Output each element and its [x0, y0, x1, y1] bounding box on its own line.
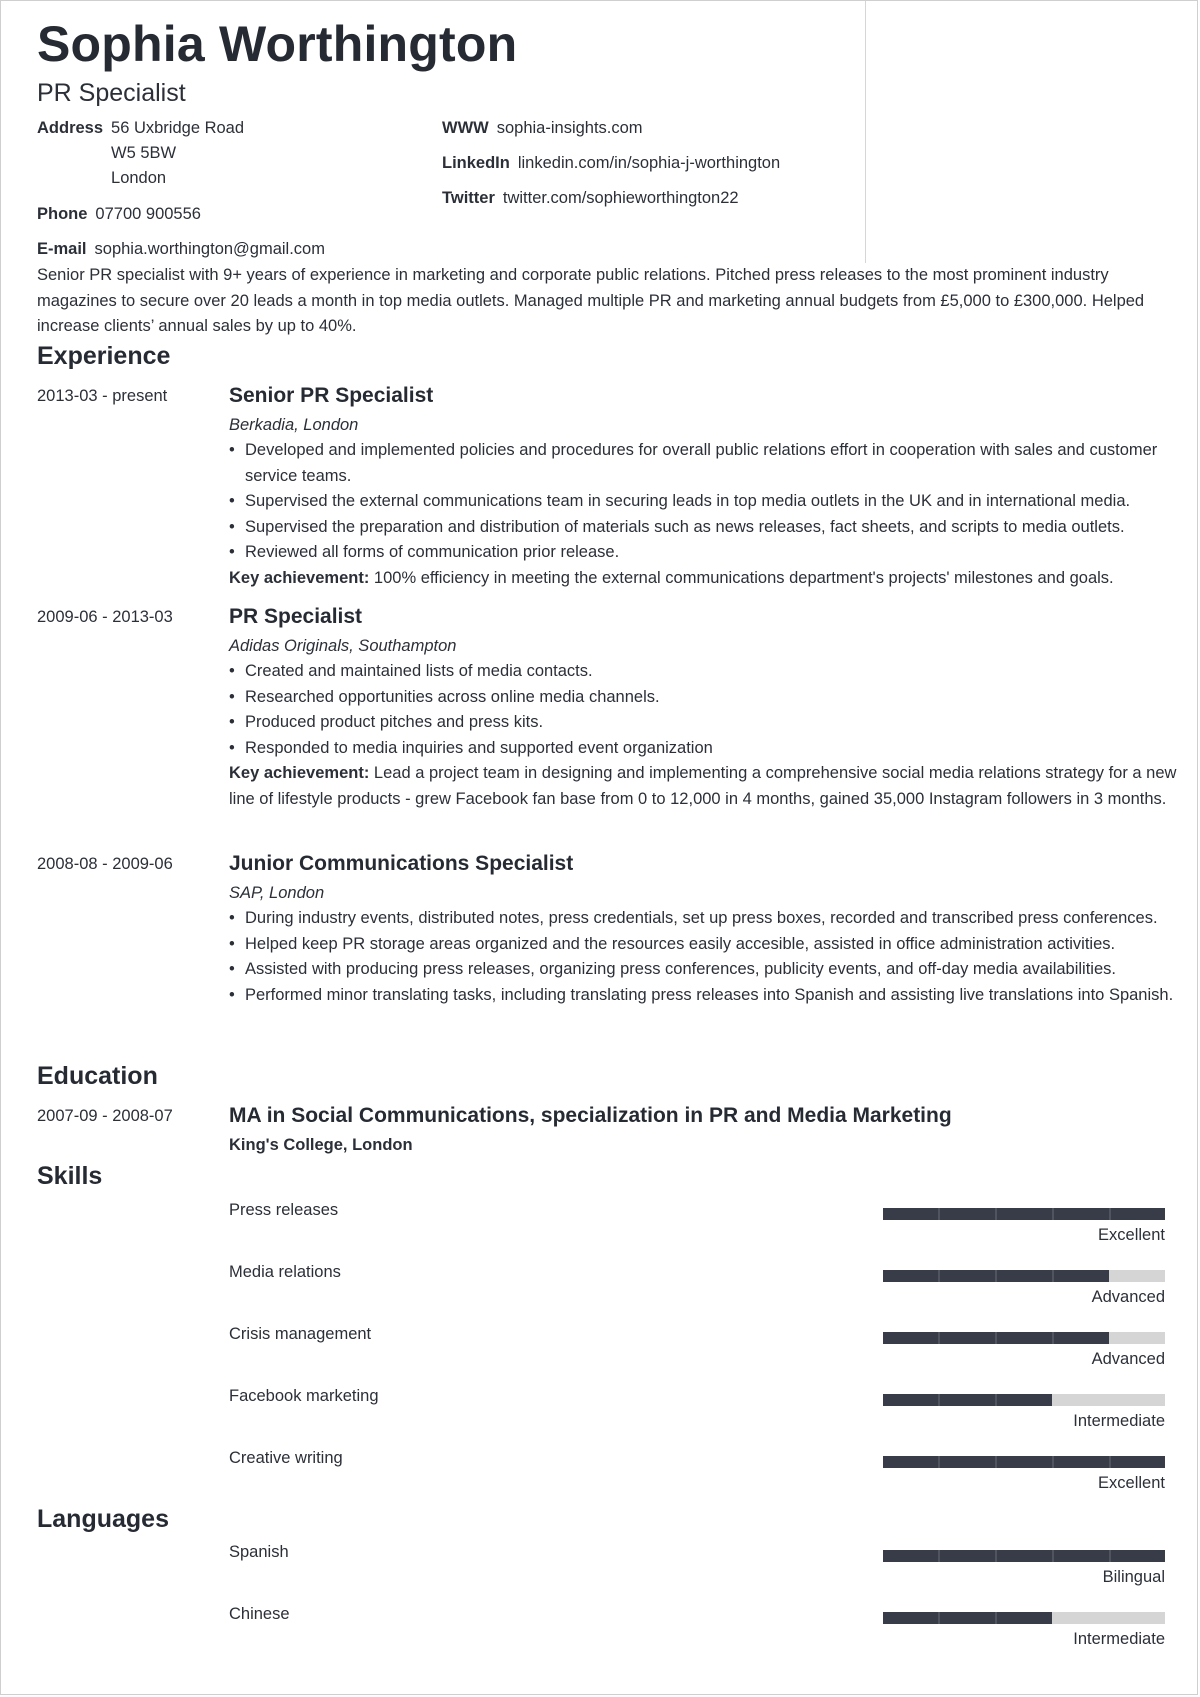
entry-school: King's College, London: [229, 1136, 413, 1154]
skill-bar: [883, 1394, 1165, 1406]
bullet-item: • Produced product pitches and press kits.: [229, 710, 1200, 736]
bullet-item: • Reviewed all forms of communication prior release.: [229, 540, 1200, 566]
phone-label: Phone: [37, 205, 88, 223]
candidate-name: Sophia Worthington: [37, 16, 518, 72]
entry-body: [229, 1101, 1200, 1158]
skill-name: Media relations: [229, 1263, 341, 1281]
entry-body: [229, 849, 1200, 1008]
skill-bar-fill: [883, 1456, 1165, 1468]
entry-bullets: [229, 659, 1200, 761]
entry-dates: 2008-08 - 2009-06: [37, 855, 173, 873]
skill-bar-fill: [883, 1270, 1109, 1282]
skill-level: Advanced: [1091, 1288, 1165, 1306]
twitter-label: Twitter: [442, 189, 495, 207]
address-lines: [111, 116, 244, 191]
key-achievement-label: Key achievement:: [229, 568, 370, 587]
entry-body: [229, 381, 1200, 591]
entry-role: PR Specialist: [229, 605, 363, 628]
entry-org: Berkadia, London: [229, 416, 359, 434]
header-divider: [865, 1, 866, 263]
bullet-item: • Assisted with producing press releases, organizing press conferences, publicity events, and off-day media availabilities.: [229, 957, 1200, 983]
address-line: W5 5BW: [111, 144, 177, 162]
skill-item: [229, 1263, 1165, 1323]
skill-item: [229, 1325, 1165, 1385]
language-item: [229, 1605, 1165, 1665]
skill-name: Crisis management: [229, 1325, 372, 1343]
bullet-item: • Responded to media inquiries and supported event organization: [229, 736, 1200, 762]
skill-item: [229, 1449, 1165, 1509]
linkedin-label: LinkedIn: [442, 154, 510, 172]
linkedin-link[interactable]: linkedin.com/in/sophia-j-worthington: [517, 154, 781, 172]
entry-org: Adidas Originals, Southampton: [229, 637, 457, 655]
skill-bar-fill: [883, 1332, 1109, 1344]
bullet-item: • Developed and implemented policies and procedures for overall public relations effort in cooperation with sales and customer service teams.: [229, 438, 1200, 489]
email-value[interactable]: sophia.worthington@gmail.com: [94, 240, 325, 258]
bullet-item: • Helped keep PR storage areas organized and the resources easily accesible, assisted in office administration activities.: [229, 932, 1200, 958]
address-line: London: [111, 169, 167, 187]
skill-bar: [883, 1456, 1165, 1468]
email-block: [37, 237, 325, 262]
entry-org: SAP, London: [229, 884, 325, 902]
bullet-item: • Supervised the preparation and distribution of materials such as news releases, fact sheets, and scripts to media outlets.: [229, 515, 1200, 541]
bullet-item: • Supervised the external communications team in securing leads in top media outlets in the UK and in international media.: [229, 489, 1200, 515]
skill-item: [229, 1201, 1165, 1261]
skill-bar-fill: [883, 1208, 1165, 1220]
bullet-item: • Created and maintained lists of media contacts.: [229, 659, 1200, 685]
key-achievement-text: 100% efficiency in meeting the external communications department's projects' milestones and goals.: [373, 568, 1114, 587]
skill-bar: [883, 1270, 1165, 1282]
bullet-item: • Researched opportunities across online media channels.: [229, 685, 1200, 711]
language-item: [229, 1543, 1165, 1603]
language-level: Bilingual: [1102, 1568, 1165, 1586]
candidate-title: PR Specialist: [37, 79, 186, 107]
www-link[interactable]: sophia-insights.com: [496, 119, 643, 137]
bullet-item: • Performed minor translating tasks, including translating press releases into Spanish and assisting live translations into Spanish.: [229, 983, 1200, 1009]
skill-name: Creative writing: [229, 1449, 343, 1467]
linkedin-block: [442, 151, 780, 176]
skill-item: [229, 1387, 1165, 1447]
phone-value: 07700 900556: [95, 205, 201, 223]
profile-summary: Senior PR specialist with 9+ years of experience in marketing and corporate public relations. Pitched press releases to the most prominent industry magazines to secure over 20 leads a month in top media outlets. Managed multiple PR and marketing annual budgets from £5,000 to £300,000. Helped increase clients’ annual sales by up to 40%.: [37, 266, 1145, 335]
entry-dates: 2007-09 - 2008-07: [37, 1107, 173, 1125]
language-level: Intermediate: [1073, 1630, 1165, 1648]
bullet-item: • During industry events, distributed notes, press credentials, set up press boxes, recorded and transcribed press conferences.: [229, 906, 1200, 932]
skill-level: Advanced: [1091, 1350, 1165, 1368]
twitter-block: [442, 186, 739, 211]
key-achievement-label: Key achievement:: [229, 764, 370, 782]
section-title-experience: Experience: [37, 342, 171, 370]
language-name: Chinese: [229, 1605, 290, 1623]
www-block: [442, 116, 643, 141]
section-title-education: Education: [37, 1062, 158, 1090]
key-achievement: [229, 566, 1200, 592]
skill-name: Press releases: [229, 1201, 339, 1219]
entry-bullets: [229, 906, 1200, 1008]
entry-degree: MA in Social Communications, specialization in PR and Media Marketing: [229, 1104, 952, 1127]
phone-block: [37, 202, 201, 227]
address-line: 56 Uxbridge Road: [111, 119, 245, 137]
skill-name: Facebook marketing: [229, 1387, 379, 1405]
skill-bar-fill: [883, 1394, 1052, 1406]
language-bar-fill: [883, 1550, 1165, 1562]
language-bar: [883, 1550, 1165, 1562]
www-label: WWW: [442, 119, 489, 137]
entry-dates: 2009-06 - 2013-03: [37, 608, 173, 626]
language-name: Spanish: [229, 1543, 289, 1561]
skill-bar: [883, 1332, 1165, 1344]
twitter-link[interactable]: twitter.com/sophieworthington22: [502, 189, 739, 207]
section-title-skills: Skills: [37, 1162, 103, 1190]
entry-body: [229, 602, 1200, 812]
language-bar-fill: [883, 1612, 1052, 1624]
address-block: [37, 116, 244, 191]
language-bar: [883, 1612, 1165, 1624]
entry-role: Junior Communications Specialist: [229, 852, 574, 875]
email-label: E-mail: [37, 240, 87, 258]
section-title-languages: Languages: [37, 1505, 169, 1533]
entry-bullets: [229, 438, 1200, 566]
skill-bar: [883, 1208, 1165, 1220]
address-label: Address: [37, 119, 104, 137]
entry-dates: 2013-03 - present: [37, 387, 168, 405]
skill-level: Intermediate: [1073, 1412, 1165, 1430]
skill-level: Excellent: [1098, 1474, 1165, 1492]
key-achievement-text: Lead a project team in designing and implementing a comprehensive social media relations strategy for a new line of lifestyle products - grew Facebook fan base from 0 to 12,000 in 4 months, gained 35,000 Instagram followers in 3 months.: [229, 764, 1177, 808]
key-achievement: [229, 761, 1200, 812]
entry-role: Senior PR Specialist: [229, 384, 434, 407]
skill-level: Excellent: [1098, 1226, 1165, 1244]
